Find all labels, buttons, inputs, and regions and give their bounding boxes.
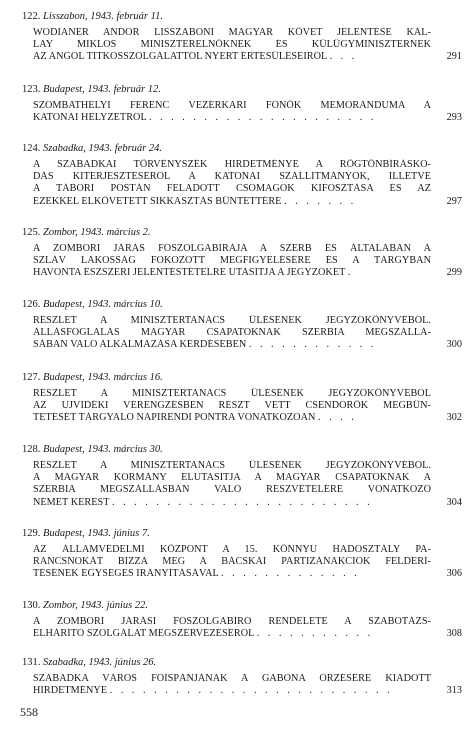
title-line-last: TÉSÉNEK EGYSÉGES IRÁNYÍTÁSÁVAL . . . . . . . . . . . . . (33, 568, 360, 580)
entry-number: 130. (22, 600, 41, 611)
title-line-last: KATONAI HELYZETRŐL . . . . . . . . . . . . . . . . . . . . . (33, 112, 377, 124)
entry-place-date: Szabadka, 1943. február 24. (43, 143, 162, 154)
entry-title (33, 315, 462, 352)
page-number: 291 (446, 51, 462, 63)
toc-entry-131 (22, 656, 462, 697)
entry-number: 128. (22, 444, 41, 455)
title-line: SZERBIA MEGSZÁLLÁSBAN VALÓ RÉSZVÉTELÉRE VONATKOZÓ (33, 484, 431, 496)
entry-heading (22, 10, 462, 23)
folio-page-number: 558 (20, 705, 38, 719)
title-line: RÉSZLET A MINISZTERTANÁCS ÜLÉSÉNEK JEGYZŐKÖNYVÉBŐL. (33, 315, 431, 326)
entry-heading (22, 443, 462, 456)
entry-number: 123. (22, 84, 41, 95)
toc-entry-129 (22, 527, 462, 581)
title-line-last: HAVONTA ÉSZSZERI JELENTÉSTÉTELRE UTASÍTJA A JEGYZŐKET . (33, 267, 354, 279)
title-line-last: TETÉSÉT TÁRGYALÓ NAPIRENDI PONTRA VONATKOZÓAN . . . . (33, 412, 357, 424)
leader-dots: . . . . . . . (284, 195, 357, 207)
page-number: 313 (446, 685, 462, 697)
entry-title (33, 616, 462, 640)
entry-place-date: Budapest, 1943. március 16. (43, 372, 163, 383)
title-line-last: AZ ANGOL TITKOSSZOLGÁLATTÓL NYERT ÉRTESÜLÉSEIRŐL . . . (33, 51, 358, 63)
title-line-last: EZEKKEL ELKÖVETETT SIKKASZTÁS BÜNTETTÉRE . . . . . . . (33, 195, 357, 207)
entry-heading (22, 83, 462, 96)
leader-dots: . . . . . . . . . . . . (248, 339, 377, 351)
entry-place-date: Zombor, 1943. március 2. (43, 227, 151, 238)
toc-entry-125 (22, 226, 462, 280)
title-line: RÉSZLET A MINISZTERTANÁCS ÜLÉSÉNEK JEGYZŐKÖNYVÉBŐL (33, 388, 431, 399)
title-line: SZOMBATHELYI FERENC VEZÉRKARI FŐNÖK MEMORANDUMA A (33, 100, 431, 111)
page-number: 293 (446, 112, 462, 124)
entry-title (33, 100, 462, 124)
leader-dots: . . . . . . . . . . . . . (221, 568, 360, 580)
entry-number: 127. (22, 372, 41, 383)
entry-number: 129. (22, 528, 41, 539)
title-line-last: ELHÁRÍTÓ SZOLGÁLAT MEGSZERVEZÉSÉRŐL . . . . . . . . . . . (33, 628, 374, 640)
title-line: WODIANER ANDOR LISSZABONI MAGYAR KÖVET JELENTÉSE KÁL- (33, 27, 431, 38)
leader-dots: . . . . . . . . . . . . . . . . . . . . . . . . (111, 496, 373, 508)
title-line: RANCSNOKÁT BÍZZA MEG A BÁCSKAI PARTIZÁNAKCIÓK FELDERÍ- (33, 556, 431, 568)
entry-place-date: Budapest, 1943. február 12. (43, 84, 161, 95)
entry-title (33, 388, 462, 425)
title-line: AZ ÁLLAMVÉDELMI KÖZPONT A 15. KÖNNYŰ HADOSZTÁLY PA- (33, 544, 431, 555)
page-number: 297 (446, 195, 462, 207)
entry-place-date: Budapest, 1943. március 10. (43, 299, 163, 310)
title-line-last: HIRDETMÉNYE . . . . . . . . . . . . . . . . . . . . . . . . . . (33, 685, 393, 697)
toc-entry-128 (22, 443, 462, 509)
title-line: A ZOMBORI JÁRÁSI FŐSZOLGABÍRÓ RENDELETE A SZABOTÁZS- (33, 616, 431, 627)
title-line: RÉSZLET A MINISZTERTANÁCS ÜLÉSÉNEK JEGYZŐKÖNYVÉBŐL. (33, 460, 431, 471)
entry-place-date: Zombor, 1943. június 22. (43, 600, 149, 611)
leader-dots: . . . . . . . . . . . (256, 628, 374, 640)
leader-dots: . . . . (318, 412, 357, 424)
entry-number: 131. (22, 657, 41, 668)
entry-number: 125. (22, 227, 41, 238)
title-line: A TÁBORI POSTÁN FELADOTT CSOMAGOK KIFOSZTÁSA ÉS AZ (33, 183, 431, 195)
page-number: 302 (446, 412, 462, 424)
entry-heading (22, 656, 462, 669)
page-number: 300 (446, 339, 462, 351)
toc-entry-127 (22, 371, 462, 425)
entry-heading (22, 371, 462, 384)
leader-dots: . . . . . . . . . . . . . . . . . . . . . . . . . . (109, 685, 393, 697)
toc-entry-122 (22, 10, 462, 64)
entry-place-date: Szabadka, 1943. június 26. (43, 657, 157, 668)
entry-number: 126. (22, 299, 41, 310)
title-line: DÁS KITERJESZTÉSÉRŐL A KATONAI SZÁLLÍTMÁNYOK, ILLETVE (33, 171, 431, 183)
title-line: SZLÁV LAKOSSÁG FOKOZOTT MEGFIGYELÉSÉRE ÉS A TÁRGYBAN (33, 255, 431, 267)
title-line: A ZOMBORI JÁRÁS FŐSZOLGABÍRÁJA A SZERB ÉS ÁLTALÁBAN A (33, 243, 431, 254)
leader-dots: . . . (329, 51, 358, 63)
title-line: A SZABADKAI TÖRVÉNYSZÉK HIRDETMÉNYE A RÖGTÖNBÍRÁSKO- (33, 159, 431, 170)
toc-entry-123 (22, 83, 462, 124)
toc-entry-130 (22, 599, 462, 640)
entry-place-date: Budapest, 1943. március 30. (43, 444, 163, 455)
toc-entry-124 (22, 142, 462, 208)
entry-place-date: Budapest, 1943. június 7. (43, 528, 150, 539)
entry-number: 124. (22, 143, 41, 154)
entry-place-date: Lisszabon, 1943. február 11. (43, 11, 163, 22)
page-number: 306 (446, 568, 462, 580)
entry-heading (22, 599, 462, 612)
entry-title (33, 243, 462, 280)
title-line: AZ ÚJVIDÉKI VÉRENGZÉSBEN RÉSZT VETT CSENDŐRÖK MEGBÜN- (33, 400, 431, 412)
entry-title (33, 673, 462, 697)
page-number: 308 (446, 628, 462, 640)
entry-title (33, 544, 462, 581)
entry-heading (22, 226, 462, 239)
entry-title (33, 27, 462, 64)
entry-title (33, 460, 462, 509)
page-number: 304 (446, 496, 462, 508)
entry-number: 122. (22, 11, 41, 22)
page-number: 299 (446, 267, 462, 279)
title-line-last: SÁBAN VALÓ ALKALMAZÁSA KÉRDÉSÉBEN . . . . . . . . . . . . (33, 339, 377, 351)
title-line: SZABADKA VÁROS FŐISPÁNJÁNAK A GABONA ŐRZÉSÉRE KIADOTT (33, 673, 431, 684)
toc-entry-126 (22, 298, 462, 352)
entry-heading (22, 298, 462, 311)
entry-heading (22, 527, 462, 540)
leader-dots: . (347, 267, 354, 279)
title-line: ÁLLÁSFOGLALÁS MAGYAR CSAPATOKNAK SZERBIA MEGSZÁLLÁ- (33, 327, 431, 339)
title-line: LAY MIKLÓS MINISZTERELNÖKNEK ÉS KÜLÜGYMINISZTERNEK (33, 39, 431, 51)
title-line: A MAGYAR KORMÁNY ELUTASÍTJA A MAGYAR CSAPATOKNAK A (33, 472, 431, 484)
title-line-last: NÉMET KÉRÉST . . . . . . . . . . . . . . . . . . . . . . . . (33, 496, 373, 508)
entry-title (33, 159, 462, 208)
entry-heading (22, 142, 462, 155)
leader-dots: . . . . . . . . . . . . . . . . . . . . . (148, 112, 377, 124)
